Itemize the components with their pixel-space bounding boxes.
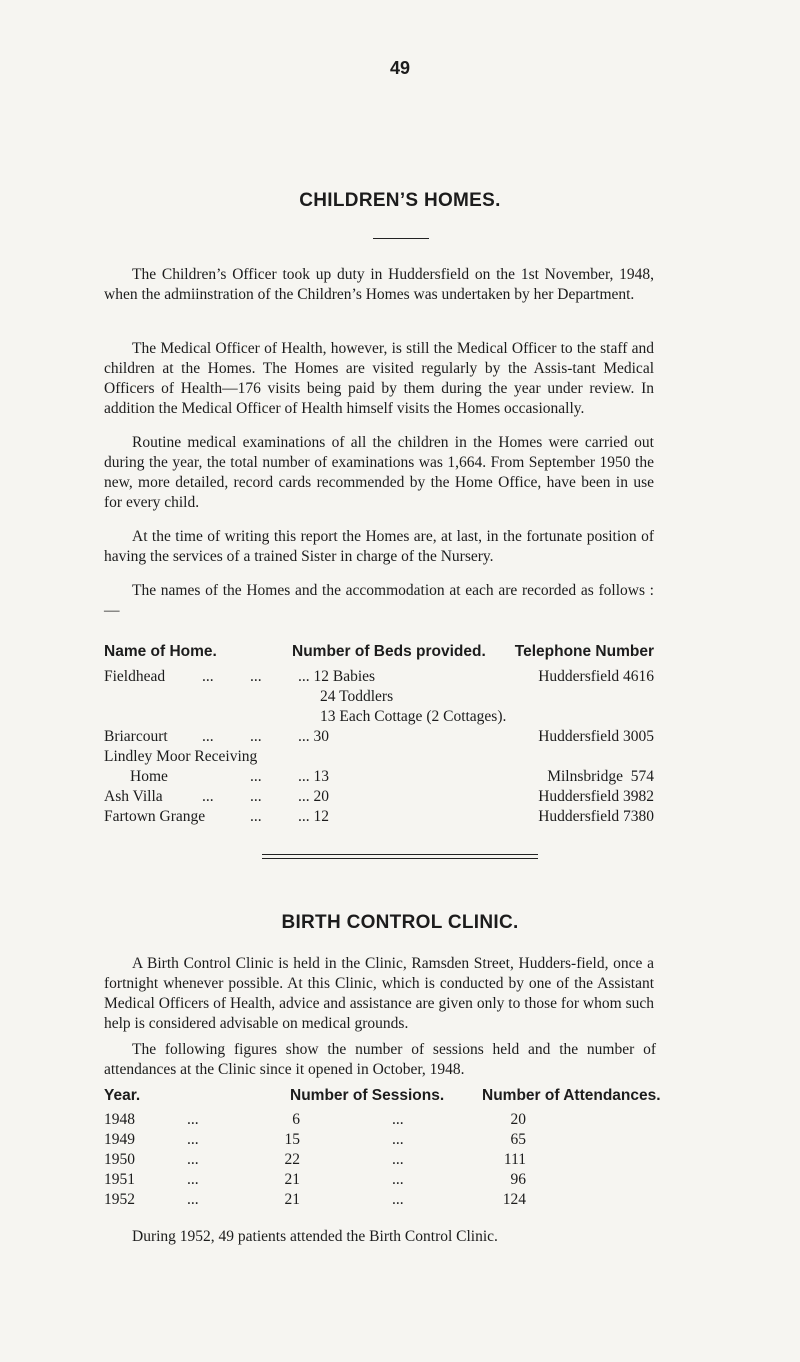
leader-dots: ... xyxy=(187,1191,199,1208)
home-name: Fieldhead xyxy=(104,668,166,685)
section-title-birth-control-clinic: BIRTH CONTROL CLINIC. xyxy=(281,912,519,933)
attendances-cell: 124 xyxy=(502,1191,526,1208)
attendances-cell: 65 xyxy=(510,1131,526,1148)
home-name: Ash Villa xyxy=(104,788,163,805)
leader-dots: ... xyxy=(187,1131,199,1148)
beds-value: ... 12 xyxy=(298,808,329,825)
leader-dots: ... xyxy=(202,788,214,805)
sessions-cell: 21 xyxy=(284,1191,300,1208)
year-cell: 1952 xyxy=(104,1191,135,1208)
leader-dots: ... xyxy=(202,728,214,745)
section-divider xyxy=(262,858,538,859)
home-name: Briarcourt xyxy=(104,728,168,745)
column-header-sessions: Number of Sessions. xyxy=(290,1087,445,1104)
beds-value: 24 Toddlers xyxy=(320,688,394,705)
leader-dots: ... xyxy=(250,808,262,825)
leader-dots: ... xyxy=(250,788,262,805)
year-cell: 1949 xyxy=(104,1131,135,1148)
home-name: Lindley Moor Receiving xyxy=(104,748,258,765)
section-divider xyxy=(262,854,538,855)
paragraph: Routine medical examinations of all the children in the Homes were carried out during the year, the total number of examinations was 1,664. From September 1950 the new, more detailed, record cards recommended by the Home Office, have been in use for every child. xyxy=(104,434,654,511)
telephone-value: Huddersfield 7380 xyxy=(538,808,654,825)
paragraph: A Birth Control Clinic is held in the Clinic, Ramsden Street, Hudders-field, once a fortnight whenever possible. At this Clinic, which is conducted by one of the Assistant Medical Officers of Health, advice and assistance are given only to those for whom such help is considered advisable on medical grounds. xyxy=(104,955,654,1032)
beds-value: ... 20 xyxy=(298,788,329,805)
telephone-value: Huddersfield 3982 xyxy=(538,788,654,805)
beds-value: ... 13 xyxy=(298,768,329,785)
column-header-beds: Number of Beds provided. xyxy=(292,643,486,660)
page-number: 49 xyxy=(389,58,411,78)
leader-dots: ... xyxy=(392,1131,404,1148)
home-name: Home xyxy=(130,768,168,785)
column-header-attendances: Number of Attendances. xyxy=(482,1087,661,1104)
attendances-cell: 96 xyxy=(510,1171,526,1188)
leader-dots: ... xyxy=(392,1111,404,1128)
paragraph: At the time of writing this report the Homes are, at last, in the fortunate position of having the services of a trained Sister in charge of the Nursery. xyxy=(104,528,654,565)
column-header-year: Year. xyxy=(104,1087,141,1104)
leader-dots: ... xyxy=(202,668,214,685)
column-header-telephone: Telephone Number xyxy=(514,643,654,660)
leader-dots: ... xyxy=(250,768,262,785)
beds-value: 13 Each Cottage (2 Cottages). xyxy=(320,708,507,725)
paragraph: The Children’s Officer took up duty in Huddersfield on the 1st November, 1948, when the admiinstration of the Children’s Homes was undertaken by her Department. xyxy=(104,266,654,303)
sessions-cell: 21 xyxy=(284,1171,300,1188)
column-header-name: Name of Home. xyxy=(104,643,217,660)
home-name: Fartown Grange xyxy=(104,808,206,825)
paragraph: The Medical Officer of Health, however, is still the Medical Officer to the staff and children at the Homes. The Homes are visited regularly by the Assis-tant Medical Officers of Health—176 visits being paid by them during the year under review. In addition the Medical Officer of Health himself visits the Homes occasionally. xyxy=(104,340,654,417)
paragraph: The names of the Homes and the accommodation at each are recorded as follows :— xyxy=(104,582,654,619)
leader-dots: ... xyxy=(392,1151,404,1168)
section-title-childrens-homes: CHILDREN’S HOMES. xyxy=(299,190,501,211)
paragraph: The following figures show the number of sessions held and the number of attendances at the Clinic since it opened in October, 1948. xyxy=(104,1041,656,1078)
beds-value: ... 12 Babies xyxy=(298,668,376,685)
leader-dots: ... xyxy=(250,668,262,685)
title-underline xyxy=(373,238,429,239)
sessions-cell: 6 xyxy=(292,1111,300,1128)
leader-dots: ... xyxy=(187,1111,199,1128)
year-cell: 1950 xyxy=(104,1151,135,1168)
year-cell: 1951 xyxy=(104,1171,135,1188)
leader-dots: ... xyxy=(392,1171,404,1188)
footnote: During 1952, 49 patients attended the Birth Control Clinic. xyxy=(132,1228,498,1245)
leader-dots: ... xyxy=(392,1191,404,1208)
beds-value: ... 30 xyxy=(298,728,329,745)
sessions-cell: 15 xyxy=(284,1131,300,1148)
telephone-value: Huddersfield 4616 xyxy=(538,668,654,685)
leader-dots: ... xyxy=(250,728,262,745)
attendances-cell: 20 xyxy=(510,1111,526,1128)
leader-dots: ... xyxy=(187,1151,199,1168)
sessions-cell: 22 xyxy=(284,1151,300,1168)
telephone-value: Huddersfield 3005 xyxy=(538,728,654,745)
attendances-cell: 111 xyxy=(503,1151,526,1168)
year-cell: 1948 xyxy=(104,1111,135,1128)
leader-dots: ... xyxy=(187,1171,199,1188)
telephone-value: Milnsbridge 574 xyxy=(547,768,654,785)
